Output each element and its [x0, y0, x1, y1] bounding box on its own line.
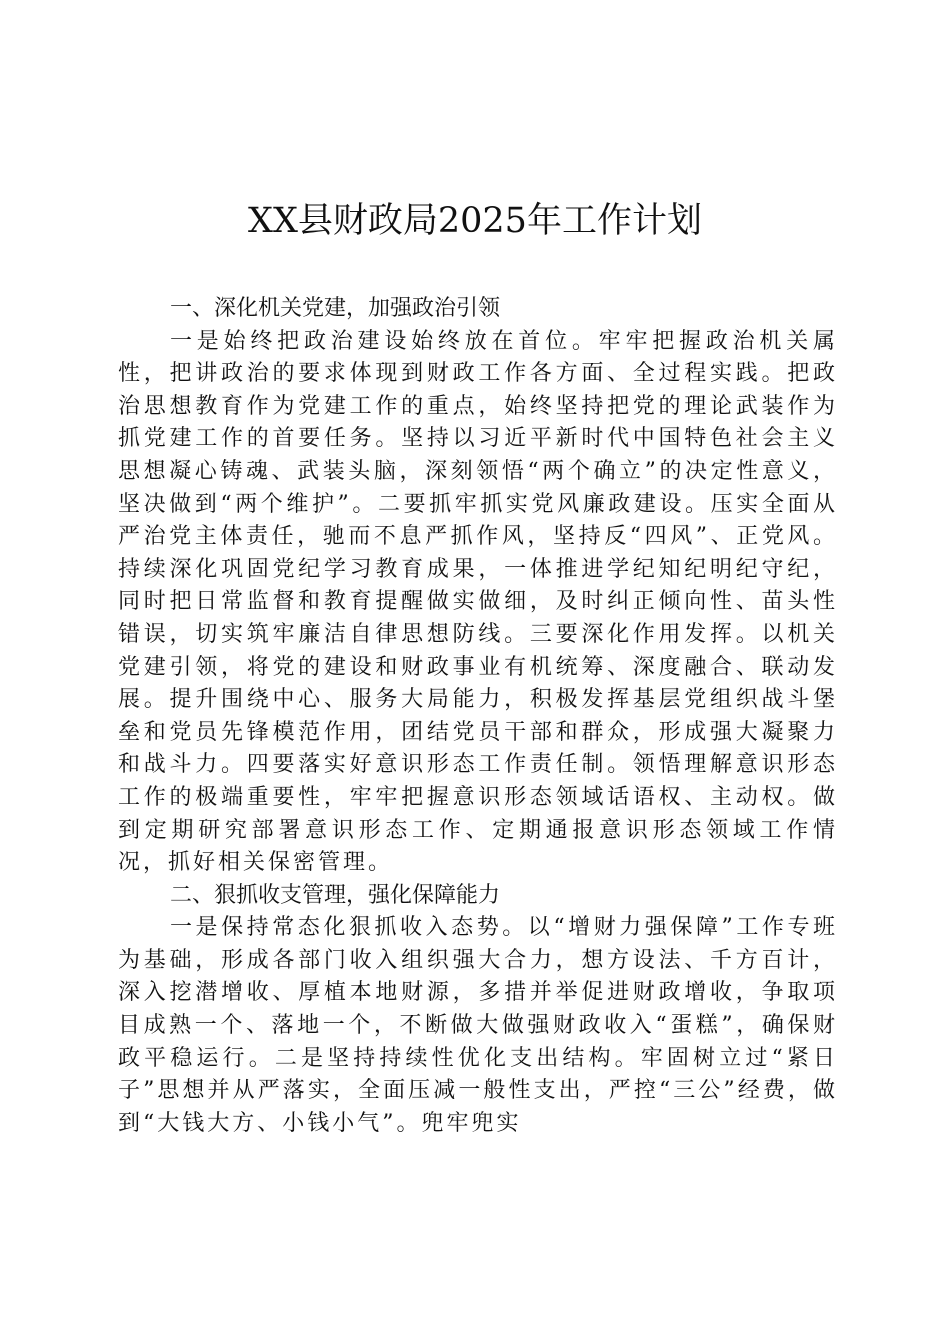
section-heading-2: 二、狠抓收支管理，强化保障能力	[170, 882, 501, 908]
section-paragraph-1: 一是始终把政治建设始终放在首位。牢牢把握政治机关属性，把讲政治的要求体现到财政工作各方面、全过程实践。把政治思想教育作为党建工作的重点，始终坚持把党的理论武装作为抓党建工作的首要任务。坚持以习近平新时代中国特色社会主义思想凝心铸魂、武装头脑，深刻领悟“两个确立”的决定性意义，坚决做到“两个维护”。二要抓牢抓实党风廉政建设。压实全面从严治党主体责任，驰而不息严抓作风，坚持反“四风”、正党风。持续深化巩固党纪学习教育成果，一体推进学纪知纪明纪守纪，同时把日常监督和教育提醒做实做细，及时纠正倾向性、苗头性错误，切实筑牢廉洁自律思想防线。三要深化作用发挥。以机关党建引领，将党的建设和财政事业有机统筹、深度融合、联动发展。提升围绕中心、服务大局能力，积极发挥基层党组织战斗堡垒和党员先锋模范作用，团结党员干部和群众，形成强大凝聚力和战斗力。四要落实好意识形态工作责任制。领悟理解意识形态工作的极端重要性，牢牢把握意识形态领域话语权、主动权。做到定期研究部署意识形态工作、定期通报意识形态领域工作情况，抓好相关保密管理。	[118, 328, 838, 876]
document-title: XX县财政局2025年工作计划	[248, 201, 702, 241]
section-heading-1: 一、深化机关党建，加强政治引领	[170, 296, 501, 321]
section-paragraph-2: 一是保持常态化狠抓收入态势。以“增财力强保障”工作专班为基础，形成各部门收入组织强大合力，想方设法、千方百计，深入挖潜增收、厚植本地财源，多措并举促进财政增收，争取项目成熟一个、落地一个，不断做大做强财政收入“蛋糕”，确保财政平稳运行。二是坚持持续性优化支出结构。牢固树立过“紧日子”思想并从严落实，全面压减一般性支出，严控“三公”经费，做到“大钱大方、小钱小气”。兜牢兜实	[118, 915, 838, 1136]
document-body	[118, 293, 838, 1140]
